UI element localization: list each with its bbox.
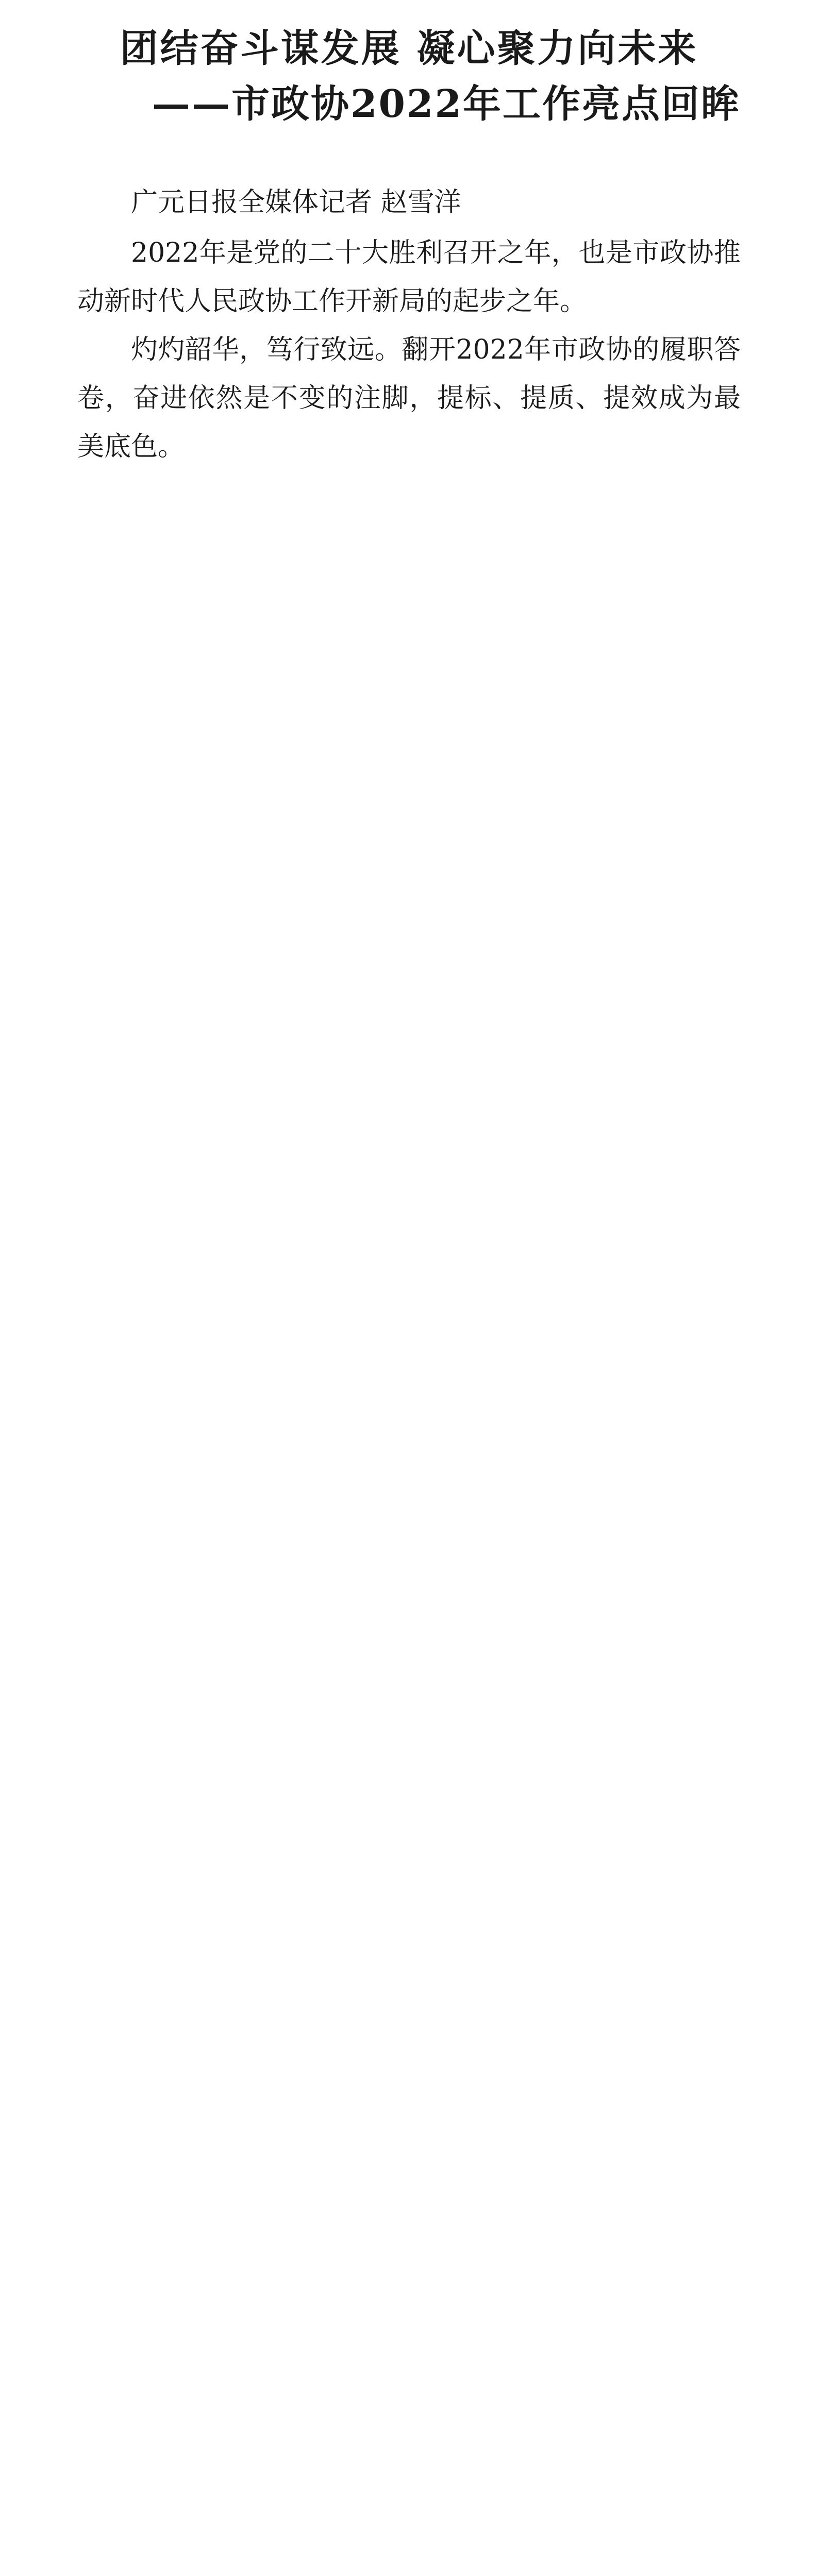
article-paragraph: 2022年是党的二十大胜利召开之年，也是市政协推动新时代人民政协工作开新局的起步之年。	[77, 238, 741, 317]
article-title: 团结奋斗谋发展 凝心聚力向未来	[120, 26, 698, 71]
article-subtitle: ——市政协2022年工作亮点回眸	[152, 82, 741, 126]
article-paragraph: 灼灼韶华，笃行致远。翻开2022年市政协的履职答卷，奋进依然是不变的注脚，提标、提质、提效成为最美底色。	[77, 334, 741, 462]
article-byline: 广元日报全媒体记者 赵雪洋	[131, 187, 461, 218]
article-body	[77, 178, 741, 471]
